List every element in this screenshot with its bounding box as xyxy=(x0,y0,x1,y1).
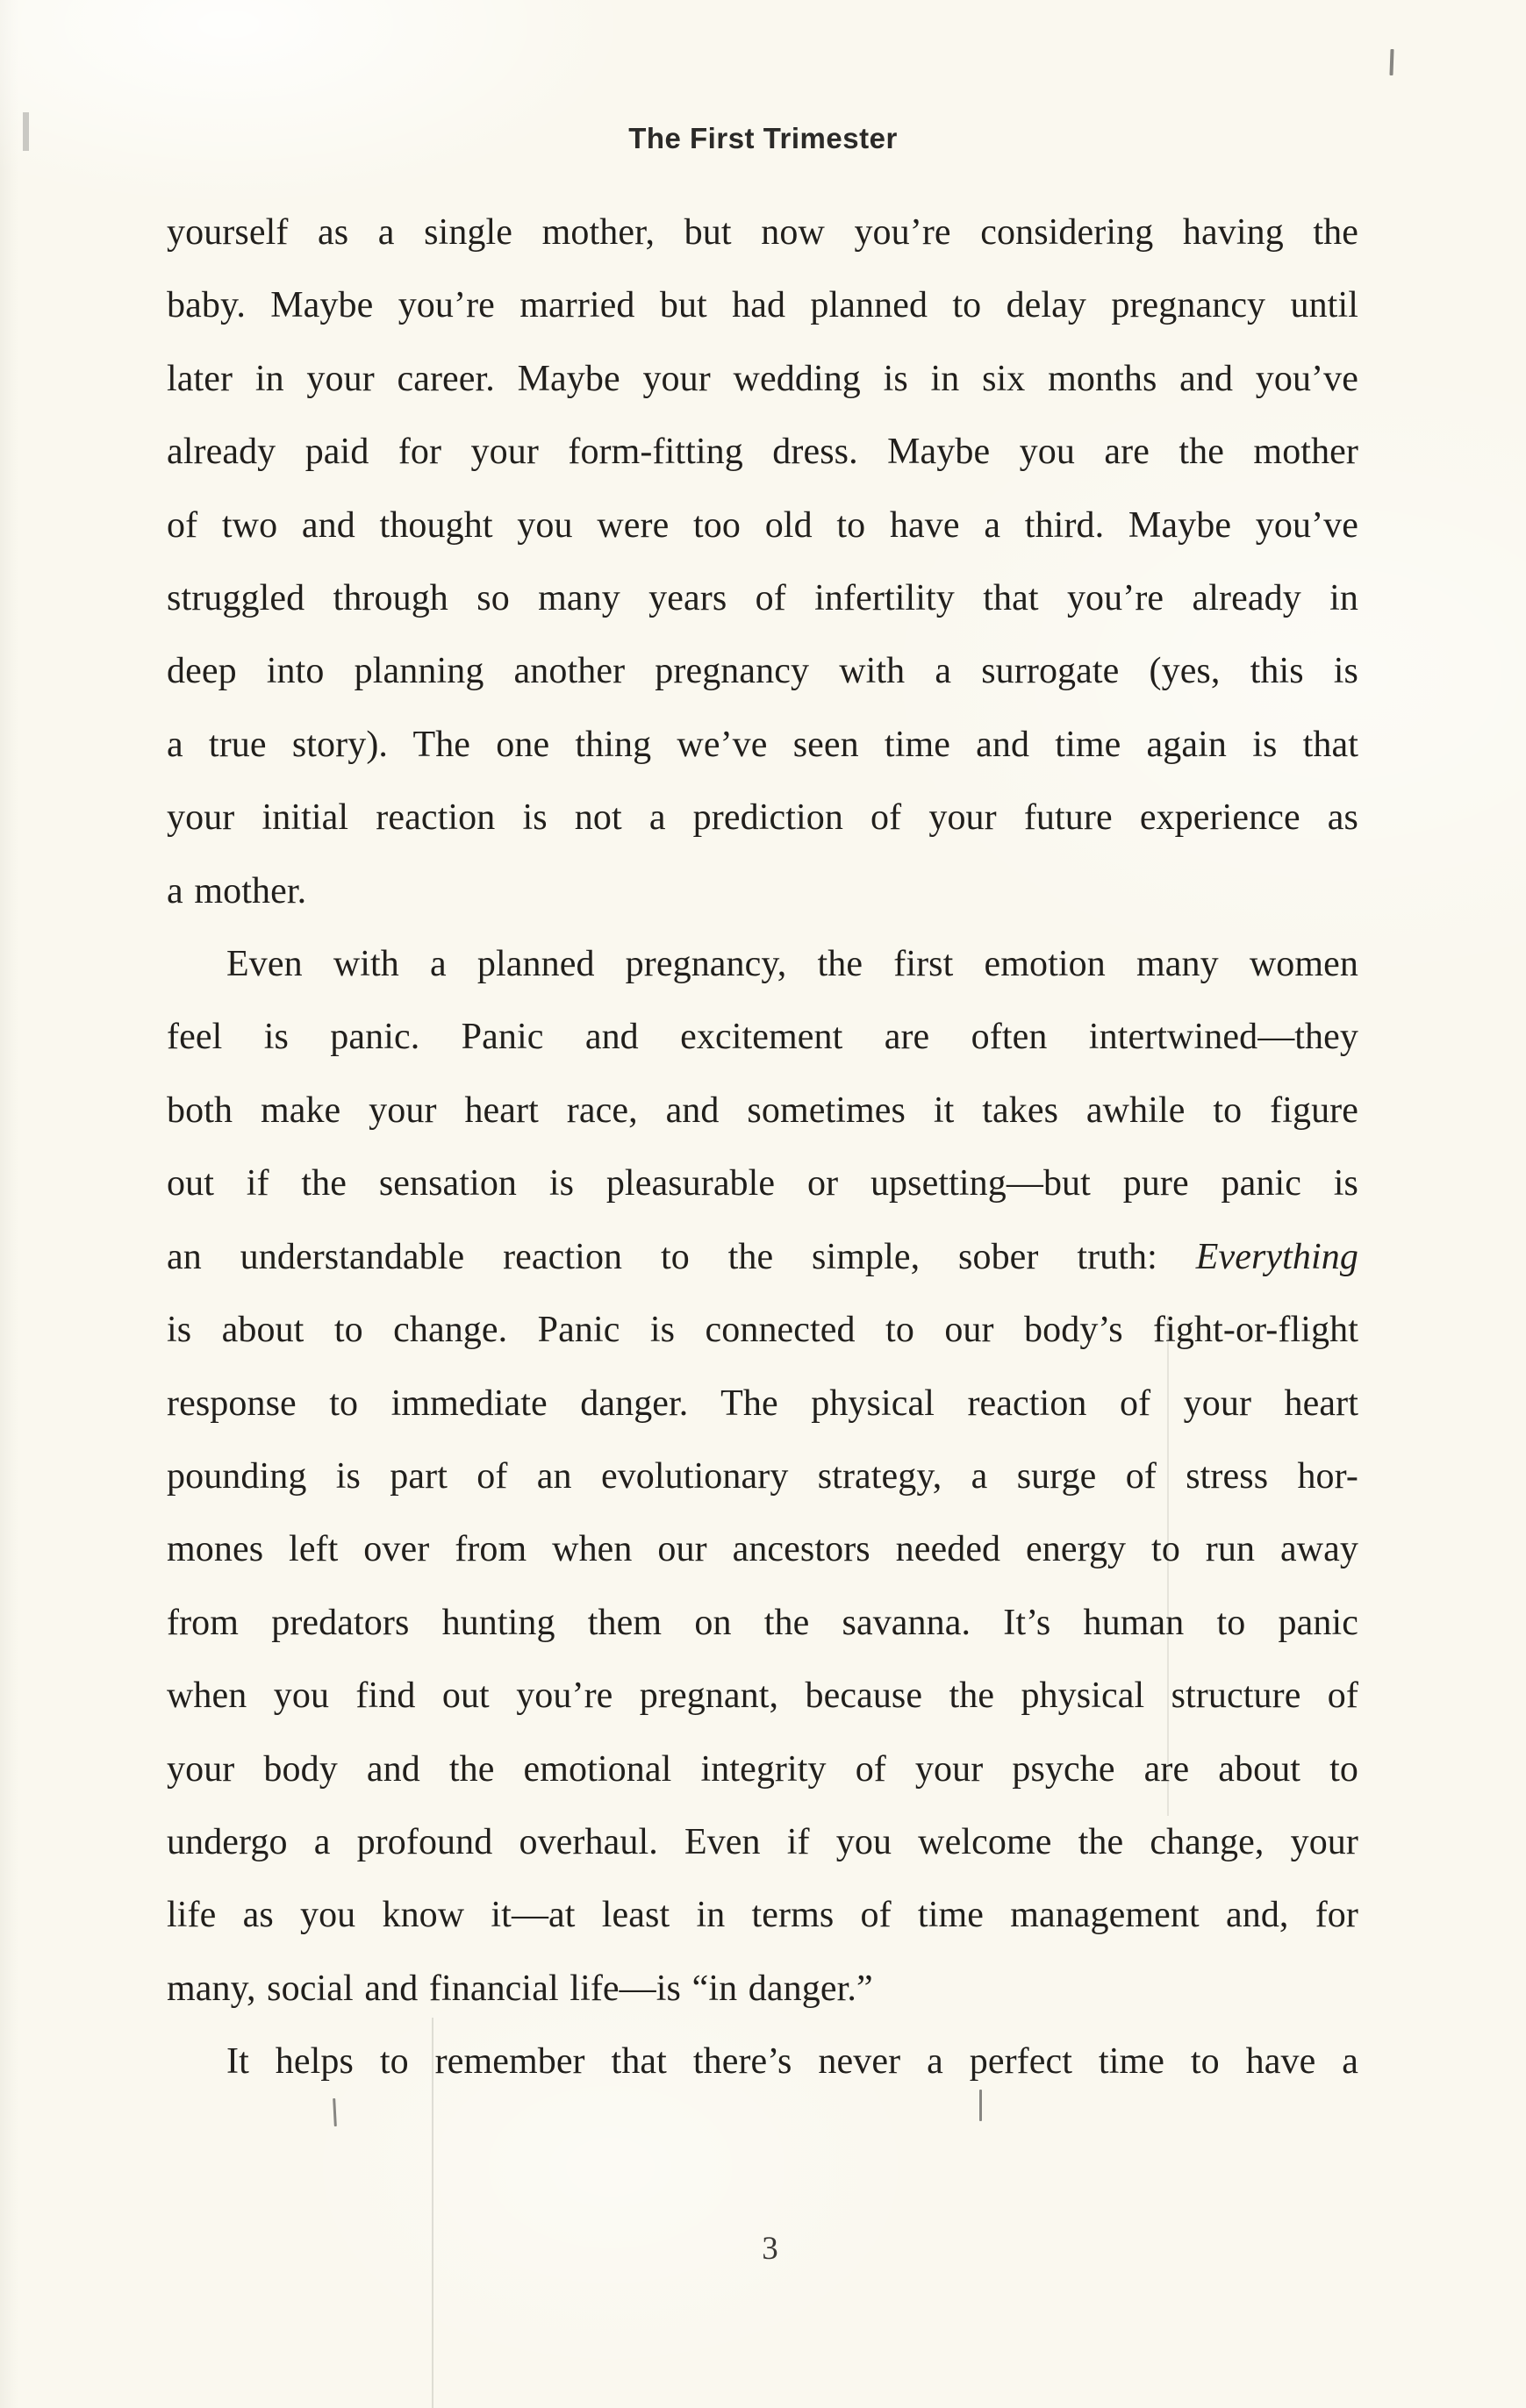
text-segment: struggled through so many years of infertility that you’re already in xyxy=(167,578,1358,619)
text-segment: baby. Maybe you’re married but had planned to delay pregnancy until xyxy=(167,285,1358,326)
text-line xyxy=(167,2026,1358,2098)
text-line xyxy=(167,1221,1358,1294)
text-line xyxy=(167,928,1358,1001)
text-segment: undergo a profound overhaul. Even if you welcome the change, your xyxy=(167,1821,1358,1862)
text-line xyxy=(167,1513,1358,1586)
text-segment: your body and the emotional integrity of your psyche are about to xyxy=(167,1748,1358,1790)
text-line xyxy=(167,855,1358,928)
scan-speck-bottom-left xyxy=(333,2098,337,2126)
text-segment: a mother. xyxy=(167,870,307,911)
page-number: 3 xyxy=(762,2231,778,2267)
text-segment: feel is panic. Panic and excitement are often intertwined—they xyxy=(167,1017,1358,1058)
text-segment: an understandable reaction to the simple, sober truth: xyxy=(167,1236,1196,1277)
text-line xyxy=(167,1440,1358,1513)
scan-speck-top-right xyxy=(1389,49,1393,75)
text-segment: response to immediate danger. The physical reaction of your heart xyxy=(167,1383,1358,1424)
text-segment-italic: Everything xyxy=(1195,1236,1358,1277)
text-line xyxy=(167,489,1358,562)
text-segment: when you find out you’re pregnant, because the physical structure of xyxy=(167,1676,1358,1717)
text-segment: life as you know it—at least in terms of time management and, for xyxy=(167,1895,1358,1936)
text-segment: pounding is part of an evolutionary strategy, a surge of stress hor- xyxy=(167,1455,1358,1497)
text-segment: is about to change. Panic is connected to our body’s fight-or-flight xyxy=(167,1310,1358,1351)
text-line xyxy=(167,562,1358,635)
text-line xyxy=(167,196,1358,269)
text-segment: It helps to remember that there’s never a perfect time to have a xyxy=(226,2041,1358,2083)
scan-crease-bottom xyxy=(432,2018,433,2408)
text-line xyxy=(167,416,1358,489)
scan-crease-right xyxy=(1167,1316,1169,1816)
text-segment: out if the sensation is pleasurable or upsetting—but pure panic is xyxy=(167,1163,1358,1204)
text-line xyxy=(167,1733,1358,1806)
body-text xyxy=(167,196,1358,2099)
text-line xyxy=(167,635,1358,708)
text-line xyxy=(167,1294,1358,1367)
text-line xyxy=(167,269,1358,342)
text-line xyxy=(167,1587,1358,1660)
text-segment: of two and thought you were too old to have a third. Maybe you’ve xyxy=(167,504,1358,546)
text-segment: many, social and financial life—is “in danger.” xyxy=(167,1968,873,2009)
text-line xyxy=(167,343,1358,416)
text-segment: a true story). The one thing we’ve seen time and time again is that xyxy=(167,724,1358,765)
text-line xyxy=(167,1368,1358,1440)
text-segment: Even with a planned pregnancy, the first emotion many women xyxy=(226,944,1358,985)
running-header: The First Trimester xyxy=(628,122,898,154)
text-segment: your initial reaction is not a prediction of your future experience as xyxy=(167,797,1358,839)
text-segment: deep into planning another pregnancy with a surrogate (yes, this is xyxy=(167,651,1358,692)
text-segment: yourself as a single mother, but now you’re considering having the xyxy=(167,212,1358,253)
text-line xyxy=(167,1879,1358,1952)
text-line xyxy=(167,782,1358,854)
text-line xyxy=(167,709,1358,782)
text-segment: from predators hunting them on the savanna. It’s human to panic xyxy=(167,1602,1358,1643)
text-line xyxy=(167,1147,1358,1220)
scan-edge-dash xyxy=(23,112,29,151)
scan-speck-bottom-mid xyxy=(979,2090,982,2121)
text-segment: later in your career. Maybe your wedding is in six months and you’ve xyxy=(167,358,1358,399)
text-line xyxy=(167,1953,1358,2026)
text-line xyxy=(167,1075,1358,1147)
text-segment: mones left over from when our ancestors needed energy to run away xyxy=(167,1529,1358,1570)
text-segment: both make your heart race, and sometimes it takes awhile to figure xyxy=(167,1090,1358,1131)
text-line xyxy=(167,1001,1358,1074)
text-line xyxy=(167,1806,1358,1879)
text-segment: already paid for your form-fitting dress. Maybe you are the mother xyxy=(167,432,1358,473)
text-line xyxy=(167,1660,1358,1733)
